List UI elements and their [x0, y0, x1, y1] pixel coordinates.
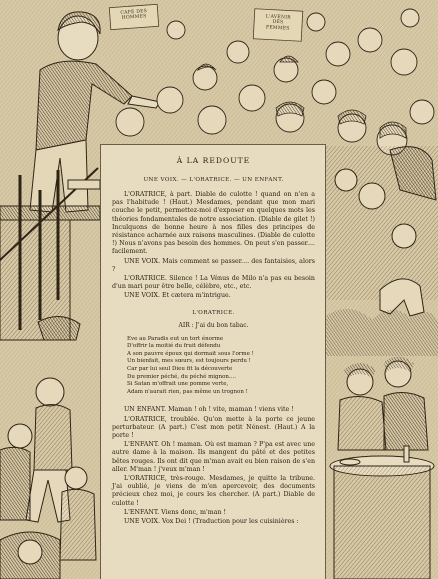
- verse-line: Car par lui seul Dieu fit la découverte: [127, 366, 233, 373]
- avenir-des-femmes-sign: [256, 14, 301, 32]
- song-speaker-heading: L'ORATRICE.: [192, 309, 235, 316]
- song-verse: [112, 336, 315, 397]
- dialogue-paragraph: L'ORATRICE, troublée. Qu'on mette à la porte ce jeune perturbateur. (A part.) C'est mon petit Nénest. (Haut.) A la porte !: [112, 415, 315, 439]
- song-tune-line: AIR : J'ai du bon tabac.: [178, 321, 249, 329]
- dialogue-paragraph: UN ENFANT. Maman ! oh ! vite, maman ! viens vite !: [124, 406, 294, 414]
- dialogue-paragraph: L'ORATRICE, très-rouge. Mesdames, je quitte la tribune. J'ai oublié, je viens de m'en apercevoir, des documents précieux chez moi, je cours les chercher. (A part.) Diable de culotte !: [112, 475, 315, 507]
- sign-line: HOMMES: [121, 14, 147, 22]
- verse-line: D'offrir la moitié du fruit défendu: [127, 343, 221, 350]
- dialogue-paragraph: L'ENFANT. Viens donc, m'man !: [124, 508, 227, 516]
- dialogue-paragraph: L'ORATRICE, à part. Diable de culotte ! quand on n'en a pas l'habitude ! (Haut.) Mesdames, pendant que mon mari couche le petit, permettez-moi d'exposer en quelques mots les théories fondamentales de notre association. (Diable de gilet !) Inculquons de bonne heure à nos filles des principes de résistance acharnée aux raisons masculines. (Diable de culotte !) Nous n'avons pas besoin des hommes. On peut s'en passer.... facilement.: [112, 191, 315, 256]
- verse-line: Adam n'aurait rien, pas même un trognon !: [127, 388, 248, 395]
- verse-line: Si Satan m'offrait une pomme verte,: [127, 381, 229, 388]
- verse-line: A son pauvre époux qui dormait sous l'orme !: [127, 350, 254, 357]
- text-panel: [100, 144, 326, 579]
- right-crowd: [326, 146, 438, 316]
- couple-at-table: [326, 309, 438, 579]
- dialogue-paragraph: UNE VOIX. Vox Dei ! (Traduction pour les cuisinières :: [124, 518, 299, 526]
- sign-line: FEMMES: [265, 25, 290, 32]
- page-title: À LA REDOUTE: [176, 156, 251, 165]
- dialogue-paragraph: UNE VOIX. Mais comment se passer.... des fantaisies, alors ?: [112, 257, 315, 273]
- dialogue-paragraph: L'ORATRICE. Silence ! La Vénus de Milo n'a pas eu besoin d'un mari pour être belle, célèbre, etc., etc.: [112, 275, 315, 291]
- dialogue-paragraph: L'ENFANT. Oh ! maman. Où est maman ? P'pa est avec une autre dame à la maison. Ils mangent du pâté et des petites bêtes rouges. Ils ont dit que m'man avait eu bien raison de s'en aller. M'man ! j'veux m'man !: [112, 441, 315, 473]
- verse-line: Eve au Paradis eut un tort énorme: [127, 335, 224, 342]
- verse-line: Du premier péché, du péché mignon....: [127, 373, 236, 380]
- sign-line: DES: [272, 20, 284, 26]
- sign-line: L'AVENIR: [265, 14, 291, 21]
- cast-list: UNE VOIX. — L'ORATRICE. — UN ENFANT.: [143, 177, 284, 183]
- sign-line: CAFÉ DES: [120, 9, 148, 16]
- verse-line: Un bienfait, mes sœurs, est toujours perdu !: [127, 358, 251, 365]
- dialogue-paragraph: UNE VOIX. Et cætera m'intrigue.: [124, 292, 231, 300]
